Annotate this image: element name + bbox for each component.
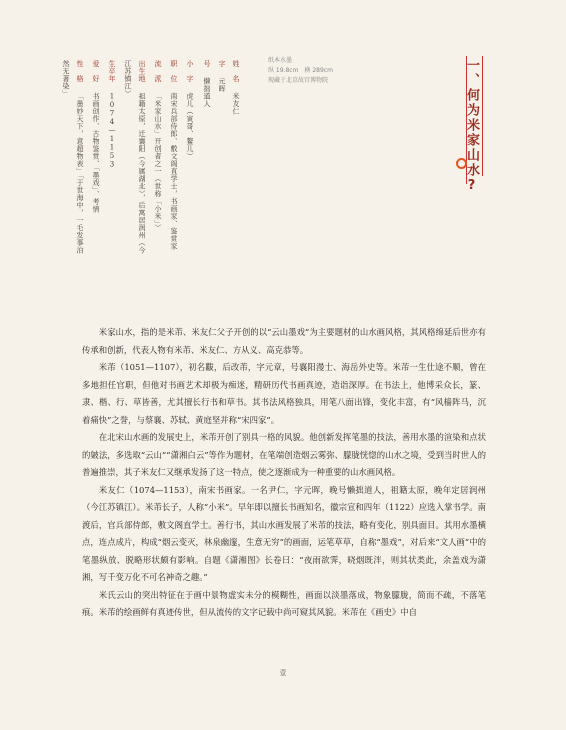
caption-medium: 纸本水墨 xyxy=(268,57,293,64)
profile-birthplace-cont: 江苏镇江） xyxy=(124,60,132,98)
paragraph: 在北宋山水画的发展史上，米芾开创了别具一格的风貌。他创新发挥笔墨的技法，善用水墨的渲染和点状的皴法，多选取“云山”“潇湘白云”等作为题材，在笔端创造烟云雾弥、朦胧恍惚的山水之境，受到当时世人的普遍推崇，其子米友仁又继承发扬了这一特点，使之逐渐成为一种重要的山水画风格。 xyxy=(82,432,486,477)
caption-dimensions: 纵 19.8cm 横 289cm xyxy=(268,67,333,74)
profile-hobbies: 爱 好书画创作、古物鉴赏、「墨戏」、考情 xyxy=(92,60,100,213)
caption-collection: 现藏于北京故宫博物院 xyxy=(268,77,329,84)
profile-position: 职 位南宋兵部侍郎、敷文阁直学士，书画家、鉴赏家 xyxy=(170,60,178,250)
paragraph: 米芾（1051—1107），初名黻，后改芾，字元章，号襄阳漫士、海岳外史等。米芾一生仕途不顺，曾在多地担任官职，但他对书画艺术却极为痴迷，精研历代书画真迹，造诣深厚。在书法上，他博采众长，篆、隶、楷、行、草皆善，尤其擅长行书和草书。其书法风格独具，用笔八面出锋，变化丰富，有“风樯阵马，沉着痛快”之誉，与蔡襄、苏轼、黄庭坚并称“宋四家”。 xyxy=(82,362,486,425)
article-body xyxy=(82,324,486,622)
profile-lifespan: 生卒年1074—1153 xyxy=(108,60,116,169)
profile-art-name: 号懒拙道人 xyxy=(203,60,211,108)
profile-name: 姓 名米友仁 xyxy=(232,60,240,115)
artwork-caption xyxy=(268,56,333,86)
section-title: 一、何为米家山水? xyxy=(464,58,479,195)
profile-birthplace: 出生地祖籍太原，迁襄阳（今属湖北），后寓居润州（今 xyxy=(138,60,146,254)
profile-courtesy-name: 字元晖 xyxy=(218,60,226,93)
profile-school: 流 派「米家山水」开创者之一（世称「小米」） xyxy=(154,60,162,232)
paragraph: 米家山水，指的是米芾、米友仁父子开创的以“云山墨戏”为主要题材的山水画风格，其风格绵延后世亦有传承和创新，代表人物有米芾、米友仁、方从义、高克恭等。 xyxy=(82,327,486,355)
title-divider-right xyxy=(482,56,483,176)
paragraph: 米氏云山的突出特征在于画中景物虚实未分的模糊性，画面以淡墨落成，物象朦胧，简而不疏，不落笔痕。米芾的绘画鲜有真迹传世，但从流传的文字记载中尚可窥其风貌。米芾在《画史》中自 xyxy=(82,589,486,617)
profile-character: 性 格「墨妙天下，意超物表」「于世海中，一毛发事泊 xyxy=(76,60,84,254)
profile-character-cont: 然无著染」 xyxy=(62,60,70,98)
paragraph: 米友仁（1074—1153），南宋书画家。一名尹仁，字元晖，晚号懒拙道人，祖籍太原，晚年定居润州（今江苏镇江）。米芾长子，人称“小米”。早年即以擅长书画知名，徽宗宣和四年（1122）应选入掌书学。南渡后，官兵部侍郎，敷文阁直学士。善行书，其山水画发展了米芾的技法，略有变化，别具面目。其用水墨横点，连点成片，构成“烟云变灭，林泉幽邃，生意无穷”的画面，运笔草草，自称“墨戏”，对后来“文人画”中的笔墨纵放、脱略形状颇有影响。自题《潇湘图》长卷曰：“夜雨欲霁，晓烟既泮，则其状类此，余盖戏为潇湘，写千变万化不可名神奇之趣。” xyxy=(82,484,486,582)
decorative-ring-icon xyxy=(456,158,467,169)
profile-childhood-name: 小 字虎儿（寅哥、鳌儿） xyxy=(186,60,194,160)
page-number: 壹 xyxy=(279,669,287,677)
